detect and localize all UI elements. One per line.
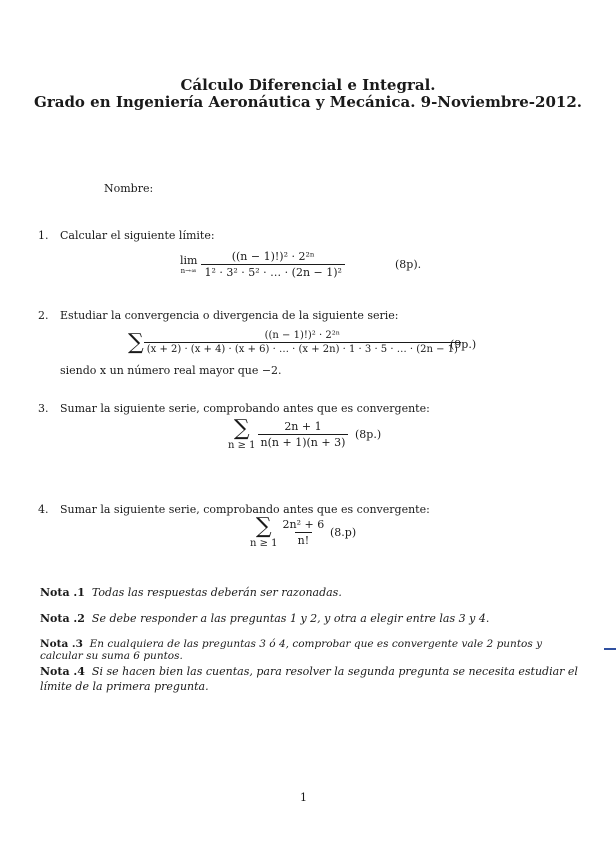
question-1-numerator: ((n − 1)!)² · 2²ⁿ [231, 250, 315, 263]
question-4-formula [250, 516, 327, 549]
question-1-number: 1. [38, 229, 49, 242]
exam-title: Cálculo Diferencial e Integral. [180, 76, 436, 94]
question-2-formula [128, 330, 461, 355]
question-3-formula [228, 418, 348, 451]
question-1-text: Calcular el siguiente límite: [60, 229, 215, 242]
question-2-fraction [144, 330, 461, 355]
question-1-denominator: 1² · 3² · 5² · … · (2n − 1)² [201, 264, 344, 279]
question-2-numerator: ((n − 1)!)² · 2²ⁿ [264, 330, 341, 341]
question-4-numerator: 2n² + 6 [282, 518, 325, 531]
note-2-label: Nota .2 [40, 612, 85, 625]
question-3-points: (8p.) [355, 428, 382, 441]
question-1-points: (8p). [395, 258, 422, 271]
question-1-fraction [201, 250, 344, 279]
question-3-sum [228, 418, 256, 451]
question-4-sum [250, 516, 278, 549]
question-3-fraction [258, 420, 349, 449]
note-4-label: Nota .4 [40, 665, 85, 678]
note-1-label: Nota .1 [40, 586, 85, 599]
note-2-text: Se debe responder a las preguntas 1 y 2, y otra a elegir entre las 3 y 4. [91, 612, 490, 625]
note-3 [40, 638, 588, 662]
note-3-label: Nota .3 [40, 638, 83, 650]
name-label: Nombre: [104, 182, 154, 195]
question-4-denominator: n! [295, 532, 313, 547]
question-3-denominator: n(n + 1)(n + 3) [258, 434, 349, 449]
limit-operator [180, 254, 197, 275]
note-1-text: Todas las respuestas deberán ser razonadas. [91, 586, 342, 599]
question-4-fraction [280, 518, 328, 547]
question-1-formula [180, 250, 345, 279]
question-4-points: (8.p) [330, 526, 357, 539]
limit-op: lim [180, 254, 198, 267]
limit-subscript: n→∞ [180, 267, 197, 275]
question-2-points: (9p.) [450, 338, 477, 351]
question-2-number: 2. [38, 309, 49, 322]
exam-subtitle: Grado en Ingeniería Aeronáutica y Mecánica. 9-Noviembre-2012. [34, 93, 582, 111]
question-2-text: Estudiar la convergencia o divergencia de la siguiente serie: [60, 309, 399, 322]
sum-index: n ≥ 1 [228, 440, 256, 451]
sum-symbol: ∑ [233, 416, 250, 441]
note-3-text: En cualquiera de las preguntas 3 ó 4, comprobar que es convergente vale 2 puntos y calcular su suma 6 puntos. [40, 638, 543, 662]
page-number: 1 [300, 791, 307, 804]
question-3-text: Sumar la siguiente serie, comprobando antes que es convergente: [60, 402, 430, 415]
question-2-condition: siendo x un número real mayor que −2. [60, 364, 282, 377]
note-1 [40, 586, 580, 599]
question-4-text: Sumar la siguiente serie, comprobando antes que es convergente: [60, 503, 430, 516]
note-4 [40, 664, 580, 694]
scan-edge-mark [604, 648, 616, 650]
sum-symbol: ∑ [128, 329, 144, 355]
question-3-number: 3. [38, 402, 49, 415]
sum-symbol: ∑ [255, 514, 272, 539]
note-2 [40, 612, 580, 625]
question-2-denominator: (x + 2) · (x + 4) · (x + 6) · … · (x + 2n) · 1 · 3 · 5 · … · (2n − 1) [144, 342, 461, 355]
question-3-numerator: 2n + 1 [284, 420, 322, 433]
note-4-text: Si se hacen bien las cuentas, para resolver la segunda pregunta se necesita estudiar el límite de la primera pregunta. [40, 665, 578, 693]
question-4-number: 4. [38, 503, 49, 516]
sum-index: n ≥ 1 [250, 538, 278, 549]
